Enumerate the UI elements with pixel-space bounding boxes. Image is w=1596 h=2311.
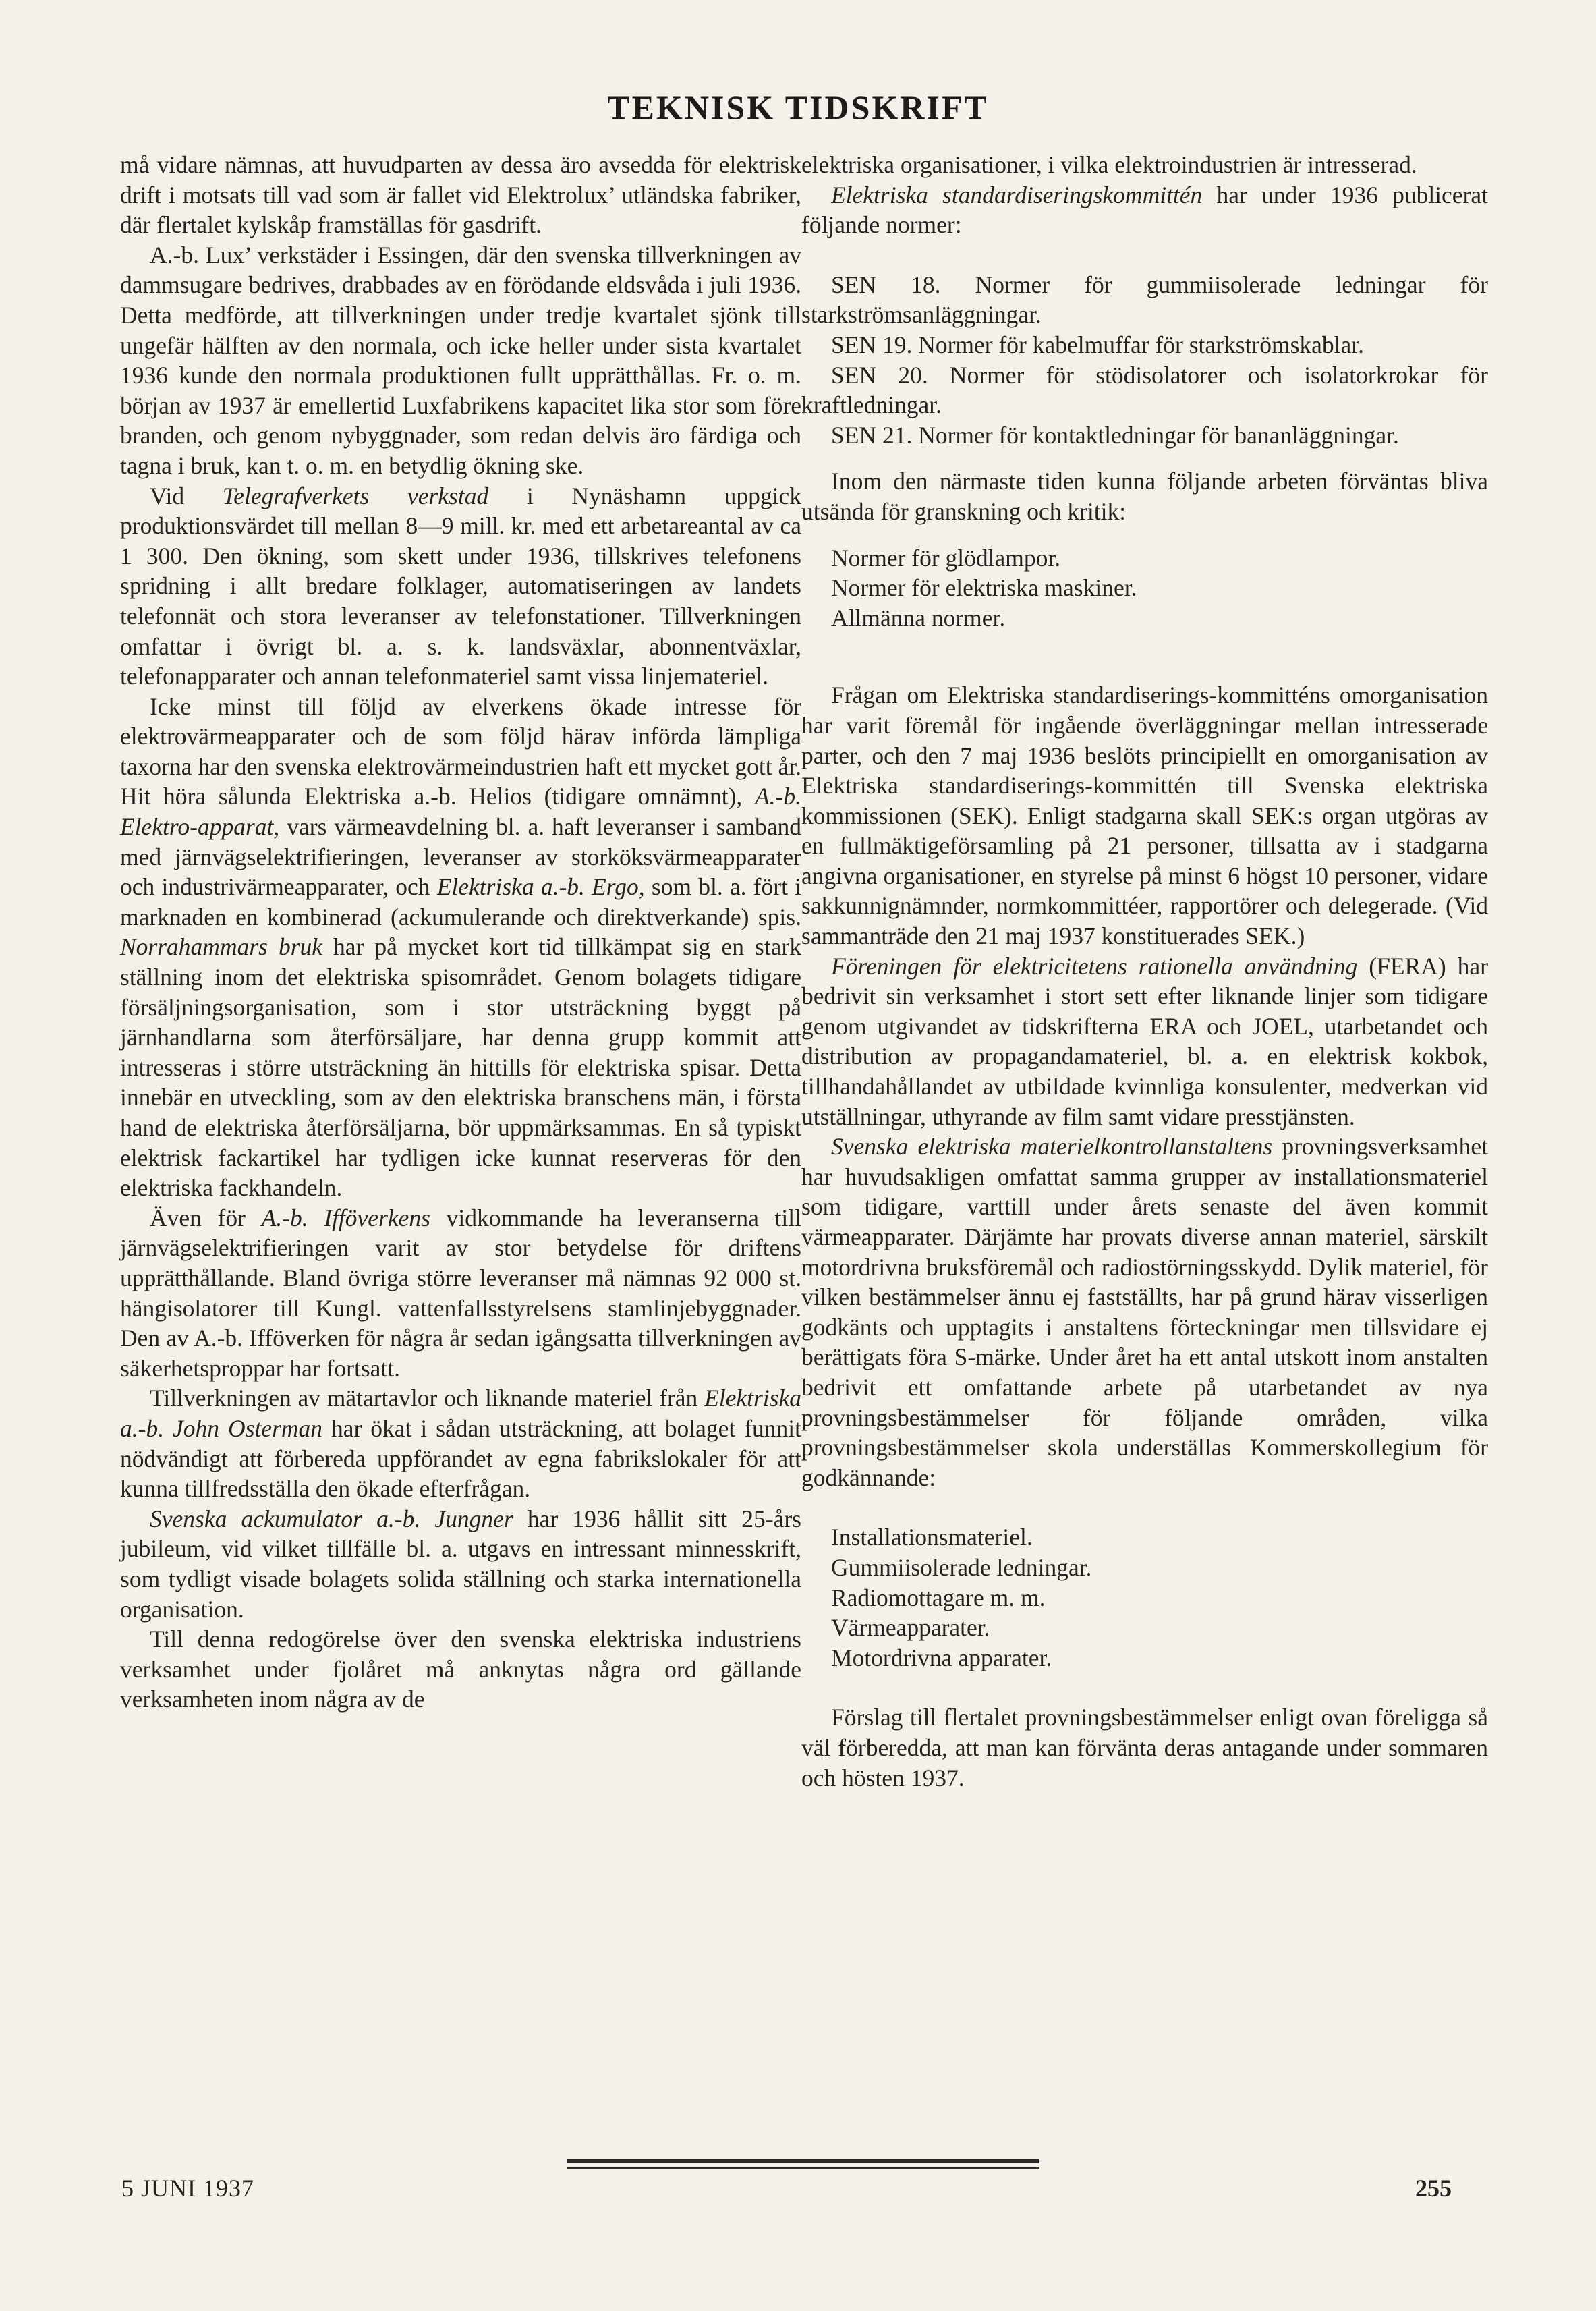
company-name: Svenska ackumulator a.-b. Jungner <box>150 1505 513 1532</box>
standards-list <box>801 270 1488 451</box>
paragraph: Till denna redogörelse över den svenska elektriska industriens verksamhet under fjolåret må anknytas några ord gällande verksamheten inom några av de <box>120 1625 801 1713</box>
company-name: Norrahammars bruk <box>120 933 323 961</box>
paragraph: Svenska ackumulator a.-b. Jungner har 1936 hållit sitt 25-års jubileum, vid vilket tillfälle bl. a. utgavs en intressant minnesskrift, som tydligt visade bolagets solida ställning och starka internationella organisation. <box>120 1505 801 1623</box>
issue-date: 5 JUNI 1937 <box>121 2175 254 2202</box>
organization-name: Föreningen för elektricitetens rationella användning <box>831 952 1358 980</box>
company-name: Elektriska a.-b. John Osterman <box>120 1385 801 1442</box>
testing-areas-list <box>801 1522 1488 1673</box>
organization-name: Svenska elektriska materielkontrollanstaltens <box>831 1133 1273 1161</box>
paragraph: Icke minst till följd av elverkens ökade intresse för elektrovärmeapparater och de som följd härav införda lämpliga taxorna har den svenska elektrovärmeindustrien haft ett mycket gott år. Hit höra sålunda Elektriska a.-b. Helios (tidigare omnämnt), A.-b. Elektro-apparat, vars värmeavdelning bl. a. haft leveranser i samband med järnvägselektrifieringen, leveranser av storköksvärmeapparater och industrivärmeapparater, och Elektriska a.-b. Ergo, som bl. a. fört i marknaden en kombinerad (ackumulerande och direktverkande) spis. Norrahammars bruk har på mycket kort tid tillkämpat sig en stark ställning inom det elektriska spisområdet. Genom bolagets tidigare försäljningsorganisation, som i stor utsträckning byggt på järnhandlarna som återförsäljare, har denna grupp kommit att intresseras i större utsträckning än hittills för elektriska spisar. Detta innebär en utveckling, som av den elektriska branschens män, i första hand de elektriska återförsäljarna, bör uppmärksammas. En så typiskt elektrisk fackartikel har tydligen icke kunnat reserveras för den elektriska fackhandeln. <box>120 692 801 1202</box>
footer-rule <box>567 2167 1039 2169</box>
right-column <box>801 150 1488 1793</box>
list-item: Normer för elektriska maskiner. <box>831 574 1137 602</box>
paragraph: elektriska organisationer, i vilka elektroindustrien är intresserad. <box>801 151 1417 178</box>
paragraph: Föreningen för elektricitetens rationella användning (FERA) har bedrivit sin verksamhet i stort sett efter liknande linjer som tidigare genom utgivandet av tidskrifterna ERA och JOEL, utarbetandet och distribution av propagandamateriel, bl. a. en elektrisk kokbok, tillhandahållandet av utbildade kvinnliga konsulenter, medverkan vid utställningar, uthyrande av film samt vidare presstjänsten. <box>801 952 1488 1130</box>
paragraph: Förslag till flertalet provningsbestämmelser enligt ovan föreligga så väl förberedda, att man kan förvänta deras antagande under sommaren och hösten 1937. <box>801 1704 1488 1791</box>
paragraph: Inom den närmaste tiden kunna följande arbeten förväntas bliva utsända för granskning och kritik: <box>801 468 1488 525</box>
company-name: Telegrafverkets verkstad <box>222 482 489 509</box>
standard-item: SEN 19. Normer för kabelmuffar för starkströmskablar. <box>831 331 1364 358</box>
company-name: Elektriska a.-b. Ergo, <box>436 873 645 901</box>
paragraph: Även för A.-b. Ifföverkens vidkommande ha leveranserna till järnvägselektrifieringen varit av stor betydelse för driftens upprätthållande. Bland övriga större leveranser må nämnas 92 000 st. hängisolatorer till Kungl. vattenfallsstyrelsens stamlinjebyggnader. Den av A.-b. Ifföverken för några år sedan igångsatta tillverkningen av säkerhetsproppar har fortsatt. <box>120 1204 801 1382</box>
footer-rule <box>567 2159 1039 2163</box>
company-name: A.-b. Ifföverkens <box>261 1204 430 1231</box>
paragraph: Tillverkningen av mätartavlor och liknande materiel från Elektriska a.-b. John Osterman har ökat i sådan utsträckning, att bolaget funnit nödvändigt att förbereda uppförandet av egna fabrikslokaler för att kunna tillfredsställa den ökade efterfrågan. <box>120 1385 801 1503</box>
paragraph: Frågan om Elektriska standardiserings-kommitténs omorganisation har varit föremål för ingående överläggningar mellan intresserade parter, och den 7 maj 1936 beslöts principiellt en omorganisation av Elektriska standardiserings-kommittén till Svenska elektriska kommissionen (SEK). Enligt stadgarna skall SEK:s organ utgöras av en fullmäktigeförsamling på 21 personer, tillsatta av i stadgarna angivna organisationer, en styrelse på minst 6 högst 10 personer, vidare sakkunnignämnder, normkommittéer, rapportörer och delegerade. (Vid sammanträde den 21 maj 1937 konstituerades SEK.) <box>801 681 1488 950</box>
standard-item: SEN 18. Normer för gummiisolerade ledningar för starkströmsanläggningar. <box>801 271 1488 329</box>
page-number: 255 <box>1415 2175 1452 2202</box>
list-item: Gummiisolerade ledningar. <box>831 1553 1092 1581</box>
list-item: Radiomottagare m. m. <box>831 1584 1046 1611</box>
list-item: Värmeapparater. <box>831 1614 990 1642</box>
list-item: Allmänna normer. <box>831 604 1006 632</box>
standard-item: SEN 21. Normer för kontaktledningar för bananläggningar. <box>831 421 1399 449</box>
company-name: A.-b. Elektro-apparat, <box>120 783 801 841</box>
standard-item: SEN 20. Normer för stödisolatorer och isolatorkrokar för kraftledningar. <box>801 361 1488 419</box>
journal-header: TEKNISK TIDSKRIFT <box>607 88 989 126</box>
left-column <box>120 150 801 1715</box>
paragraph: Elektriska standardiseringskommittén har under 1936 publicerat följande normer: <box>801 181 1488 239</box>
paragraph: Svenska elektriska materielkontrollanstaltens provningsverksamhet har huvudsakligen omfattat samma grupper av installationsmateriel som tidigare, varttill under årets senaste del även kommit värmeapparater. Därjämte har provats diverse annan materiel, särskilt motordrivna bruksföremål och radiostörningsskydd. Dylik materiel, för vilken bestämmelser ännu ej fastställts, har på grund härav visserligen godkänts och upptagits i anstaltens förteckningar men tillsvidare ej berättigats föra S-märke. Under året ha ett antal utskott inom anstalten bedrivit ett omfattande arbete på utarbetandet av nya provningsbestämmelser för följande områden, vilka provningsbestämmelser skola underställas Kommerskollegium för godkännande: <box>801 1133 1488 1491</box>
list-item: Installationsmateriel. <box>831 1524 1033 1551</box>
list-item: Motordrivna apparater. <box>831 1644 1052 1671</box>
upcoming-norms-list <box>801 543 1488 634</box>
list-item: Normer för glödlampor. <box>831 544 1061 572</box>
paragraph: A.-b. Lux’ verkstäder i Essingen, där den svenska tillverkningen av dammsugare bedrives, drabbades av en förödande eldsvåda i juli 1936. Detta medförde, att tillverkningen under tredje kvartalet sjönk till ungefär hälften av den normala, och icke heller under sista kvartalet 1936 kunde den normala produktionen fullt upprätthållas. Fr. o. m. början av 1937 är emellertid Luxfabrikens kapacitet lika stor som före branden, och genom nybyggnader, som redan delvis äro färdiga och tagna i bruk, kan t. o. m. en betydlig ökning ske. <box>120 241 801 479</box>
paragraph: Vid Telegrafverkets verkstad i Nynäshamn uppgick produktionsvärdet till mellan 8—9 mill. kr. med ett arbetareantal av ca 1 300. Den ökning, som skett under 1936, tillskrives telefonens spridning i allt bredare folklager, automatiseringen av landets telefonnät och stora leveranser av telefonstationer. Tillverkningen omfattar i övrigt bl. a. s. k. landsväxlar, abonnentväxlar, telefonapparater och annan telefonmateriel samt vissa linjemateriel. <box>120 482 802 690</box>
organization-name: Elektriska standardiseringskommittén <box>831 181 1203 208</box>
paragraph: må vidare nämnas, att huvudparten av dessa äro avsedda för elektrisk drift i motsats till vad som är fallet vid Elektrolux’ utländska fabriker, där flertalet kylskåp framställas för gasdrift. <box>120 151 801 239</box>
